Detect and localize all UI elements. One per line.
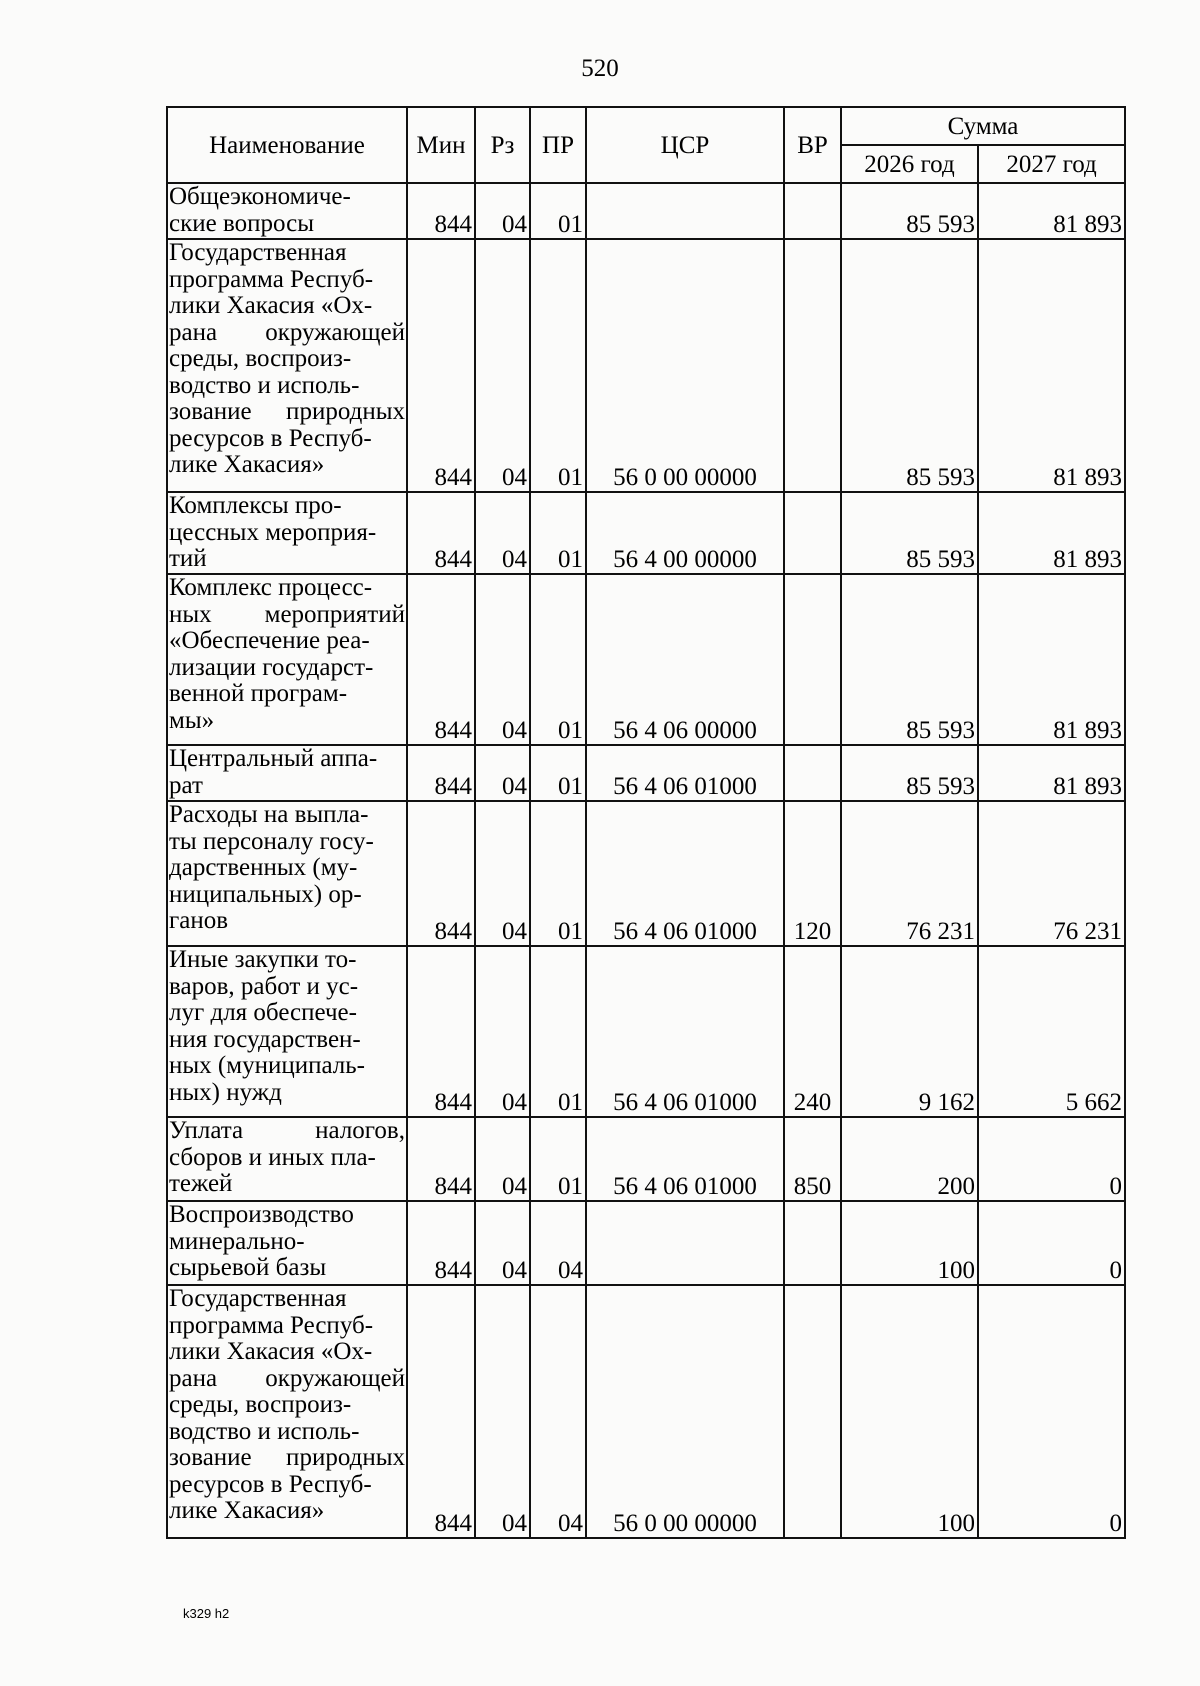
- table-row: [167, 492, 1125, 574]
- row-vr: [784, 1285, 841, 1538]
- budget-table: [166, 106, 1126, 1539]
- row-name: Расходы на выпла- ты персоналу госу- дарственных (му- ниципальных) ор- ганов: [167, 801, 407, 946]
- row-vr: [784, 574, 841, 745]
- header-rz: Рз: [475, 107, 530, 183]
- row-min: 844: [407, 801, 475, 946]
- table-header-row: [167, 107, 1125, 145]
- row-pr: 01: [530, 745, 586, 801]
- row-name: Государственная программа Респуб- лики Хакасия «Ох- рана окружающей среды, воспроиз- водство и исполь- зование природных ресурсов в Респуб- лике Хакасия»: [167, 239, 407, 492]
- row-vr: [784, 183, 841, 239]
- row-name: Иные закупки то- варов, работ и ус- луг для обеспече- ния государствен- ных (муниципаль- ных) нужд: [167, 946, 407, 1117]
- header-sum: Сумма: [841, 107, 1125, 145]
- row-vr: 120: [784, 801, 841, 946]
- row-name: Комплекс процесс- ных мероприятий «Обеспечение реа- лизации государст- венной програм- мы»: [167, 574, 407, 745]
- row-min: 844: [407, 1285, 475, 1538]
- row-sum-2026: 85 593: [841, 239, 978, 492]
- row-rz: 04: [475, 239, 530, 492]
- row-csr: [586, 1201, 784, 1285]
- row-rz: 04: [475, 801, 530, 946]
- row-pr: 01: [530, 239, 586, 492]
- row-min: 844: [407, 946, 475, 1117]
- row-csr: 56 0 00 00000: [586, 239, 784, 492]
- row-sum-2027: 81 893: [978, 745, 1125, 801]
- row-pr: 04: [530, 1201, 586, 1285]
- row-sum-2027: 81 893: [978, 492, 1125, 574]
- table-row: [167, 574, 1125, 745]
- row-sum-2026: 100: [841, 1201, 978, 1285]
- row-pr: 01: [530, 1117, 586, 1201]
- row-min: 844: [407, 1117, 475, 1201]
- row-csr: 56 4 06 00000: [586, 574, 784, 745]
- row-csr: 56 4 06 01000: [586, 745, 784, 801]
- row-name: Комплексы про- цессных мероприя- тий: [167, 492, 407, 574]
- row-rz: 04: [475, 1285, 530, 1538]
- row-sum-2026: 100: [841, 1285, 978, 1538]
- row-vr: [784, 745, 841, 801]
- row-name: Государственная программа Респуб- лики Хакасия «Ох- рана окружающей среды, воспроиз- водство и исполь- зование природных ресурсов в Респуб- лике Хакасия»: [167, 1285, 407, 1538]
- row-sum-2026: 76 231: [841, 801, 978, 946]
- row-sum-2026: 85 593: [841, 183, 978, 239]
- page-number: 520: [581, 55, 619, 82]
- row-min: 844: [407, 492, 475, 574]
- row-vr: [784, 1201, 841, 1285]
- row-name: Центральный аппа- рат: [167, 745, 407, 801]
- table-row: [167, 745, 1125, 801]
- row-rz: 04: [475, 574, 530, 745]
- row-pr: 01: [530, 492, 586, 574]
- row-sum-2026: 85 593: [841, 492, 978, 574]
- row-min: 844: [407, 574, 475, 745]
- row-sum-2027: 0: [978, 1117, 1125, 1201]
- table-row: [167, 801, 1125, 946]
- table-row: [167, 1201, 1125, 1285]
- row-rz: 04: [475, 1117, 530, 1201]
- row-vr: 850: [784, 1117, 841, 1201]
- header-pr: ПР: [530, 107, 586, 183]
- row-vr: 240: [784, 946, 841, 1117]
- row-pr: 01: [530, 801, 586, 946]
- table-row: [167, 946, 1125, 1117]
- row-rz: 04: [475, 1201, 530, 1285]
- table-row: [167, 239, 1125, 492]
- row-min: 844: [407, 745, 475, 801]
- row-name: Уплата налогов, сборов и иных пла- тежей: [167, 1117, 407, 1201]
- row-sum-2027: 0: [978, 1201, 1125, 1285]
- row-min: 844: [407, 1201, 475, 1285]
- document-code: k329 h2: [183, 1606, 230, 1621]
- header-year-2027: 2027 год: [978, 145, 1125, 183]
- row-pr: 01: [530, 946, 586, 1117]
- row-rz: 04: [475, 745, 530, 801]
- row-rz: 04: [475, 946, 530, 1117]
- header-vr: ВР: [784, 107, 841, 183]
- row-pr: 01: [530, 183, 586, 239]
- row-rz: 04: [475, 183, 530, 239]
- row-csr: 56 4 00 00000: [586, 492, 784, 574]
- row-min: 844: [407, 183, 475, 239]
- header-year-2026: 2026 год: [841, 145, 978, 183]
- row-csr: 56 0 00 00000: [586, 1285, 784, 1538]
- row-sum-2026: 85 593: [841, 574, 978, 745]
- row-sum-2027: 0: [978, 1285, 1125, 1538]
- row-sum-2027: 5 662: [978, 946, 1125, 1117]
- row-sum-2026: 85 593: [841, 745, 978, 801]
- row-csr: 56 4 06 01000: [586, 1117, 784, 1201]
- row-min: 844: [407, 239, 475, 492]
- row-csr: 56 4 06 01000: [586, 946, 784, 1117]
- row-vr: [784, 239, 841, 492]
- row-sum-2027: 76 231: [978, 801, 1125, 946]
- table-row: [167, 183, 1125, 239]
- row-vr: [784, 492, 841, 574]
- row-csr: [586, 183, 784, 239]
- row-sum-2027: 81 893: [978, 183, 1125, 239]
- row-pr: 04: [530, 1285, 586, 1538]
- row-pr: 01: [530, 574, 586, 745]
- row-rz: 04: [475, 492, 530, 574]
- row-name: Общеэкономиче- ские вопросы: [167, 183, 407, 239]
- row-csr: 56 4 06 01000: [586, 801, 784, 946]
- row-name: Воспроизводство минерально- сырьевой базы: [167, 1201, 407, 1285]
- row-sum-2027: 81 893: [978, 239, 1125, 492]
- row-sum-2026: 200: [841, 1117, 978, 1201]
- row-sum-2026: 9 162: [841, 946, 978, 1117]
- header-name: Наименование: [167, 107, 407, 183]
- row-sum-2027: 81 893: [978, 574, 1125, 745]
- header-min: Мин: [407, 107, 475, 183]
- table-row: [167, 1117, 1125, 1201]
- header-csr: ЦСР: [586, 107, 784, 183]
- table-row: [167, 1285, 1125, 1538]
